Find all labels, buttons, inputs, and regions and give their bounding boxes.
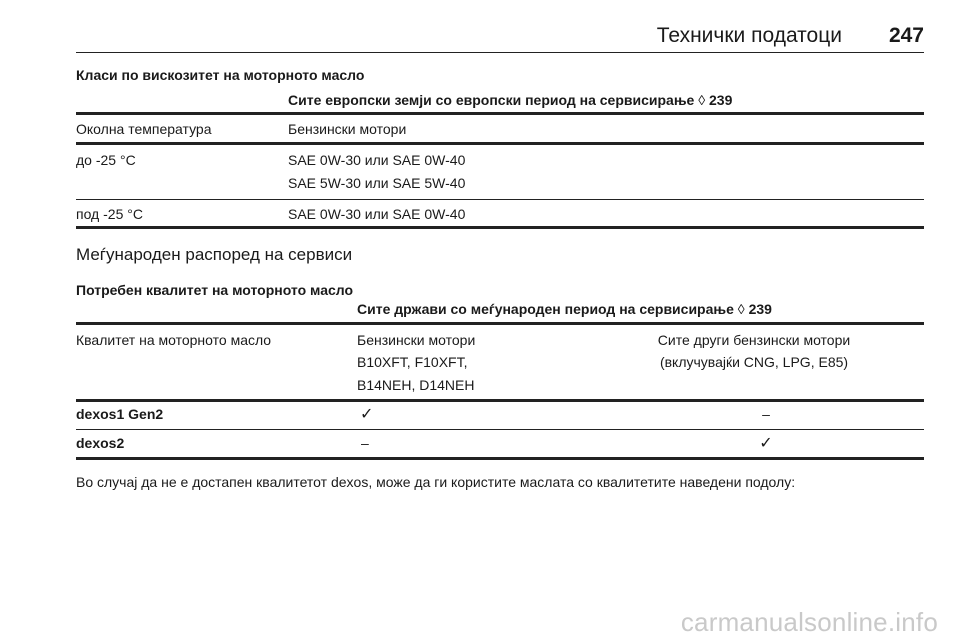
caption-page-ref: 239 bbox=[709, 92, 733, 108]
check-icon: ✓ bbox=[759, 435, 773, 452]
table-rule bbox=[76, 142, 924, 145]
dash-mark: – bbox=[762, 406, 770, 422]
page-header bbox=[76, 22, 924, 53]
table-rule bbox=[76, 457, 924, 460]
service-section-title: Меѓународен распоред на сервиси bbox=[76, 245, 353, 264]
column-header-other-engines: Сите други бензински мотори bbox=[657, 332, 851, 348]
row-temp-label: до -25 °C bbox=[76, 152, 136, 168]
page-ref-arrow-icon: ◊ bbox=[737, 301, 745, 317]
column-header-oil-quality: Квалитет на моторното масло bbox=[76, 332, 272, 348]
row-temp-label: под -25 °C bbox=[76, 206, 143, 222]
viscosity-section-title: Класи по вискозитет на моторното масло bbox=[76, 67, 365, 83]
caption-text: Сите европски земји со европски период на сервисирање bbox=[288, 92, 695, 108]
page-number: 247 bbox=[888, 24, 924, 47]
row-viscosity-value: SAE 0W-30 или SAE 0W-40 bbox=[288, 206, 466, 222]
column-header-petrol-engines-models: B14NEH, D14NEH bbox=[357, 377, 475, 393]
row-viscosity-value: SAE 5W-30 или SAE 5W-40 bbox=[288, 175, 466, 191]
caption-page-ref: 239 bbox=[748, 301, 772, 317]
table-rule bbox=[76, 429, 924, 430]
quality-table-caption bbox=[357, 301, 772, 317]
row-oil-name: dexos2 bbox=[76, 435, 125, 451]
page-ref-arrow-icon: ◊ bbox=[698, 92, 706, 108]
caption-text: Сите држави со меѓународен период на сервисирање bbox=[357, 301, 734, 317]
row-oil-name: dexos1 Gen2 bbox=[76, 406, 164, 422]
column-header-petrol-engines: Бензински мотори bbox=[357, 332, 476, 348]
oil-quality-subtitle: Потребен квалитет на моторното масло bbox=[76, 282, 354, 298]
table-rule bbox=[76, 399, 924, 402]
dash-mark: – bbox=[361, 435, 369, 451]
table-rule bbox=[76, 322, 924, 325]
column-header-petrol-engines-models: B10XFT, F10XFT, bbox=[357, 354, 468, 370]
check-icon: ✓ bbox=[360, 406, 374, 423]
column-header-other-engines-note: (вклучувајќи CNG, LPG, E85) bbox=[659, 354, 849, 370]
watermark: carmanualsonline.info bbox=[680, 607, 938, 637]
viscosity-table-caption bbox=[288, 92, 732, 108]
table-rule bbox=[76, 199, 924, 200]
table-rule bbox=[76, 112, 924, 115]
dexos-note: Во случај да не е достапен квалитетот dexos, може да ги користите маслата со квалитетите наведени подолу: bbox=[76, 474, 796, 490]
table-rule bbox=[76, 226, 924, 229]
column-header-engines: Бензински мотори bbox=[288, 121, 407, 137]
row-viscosity-value: SAE 0W-30 или SAE 0W-40 bbox=[288, 152, 466, 168]
header-title: Технички податоци bbox=[656, 24, 842, 47]
column-header-temperature: Околна температура bbox=[76, 121, 212, 137]
